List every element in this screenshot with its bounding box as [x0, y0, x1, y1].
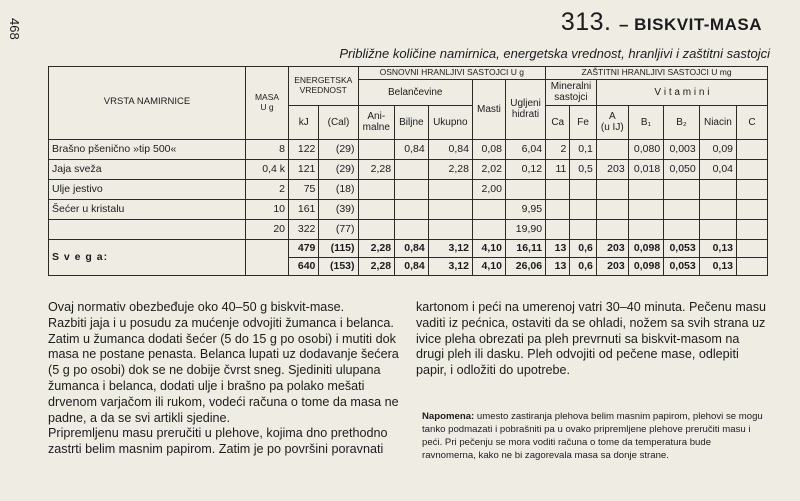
cell — [737, 239, 768, 257]
note — [422, 410, 767, 462]
cell — [395, 159, 429, 179]
cell: 0,018 — [628, 159, 664, 179]
col-biljne: Biljne — [395, 105, 429, 139]
cell — [395, 219, 429, 239]
cell — [596, 199, 628, 219]
cell: 4,10 — [472, 257, 505, 275]
cell — [699, 179, 736, 199]
cell: (39) — [319, 199, 358, 219]
cell — [570, 219, 597, 239]
table-row — [49, 159, 768, 179]
cell: 19,90 — [505, 219, 545, 239]
cell: 26,06 — [505, 257, 545, 275]
cell: 3,12 — [428, 257, 472, 275]
cell — [737, 179, 768, 199]
cell: 122 — [289, 139, 319, 159]
col-vrsta: VRSTA NAMIRNICE — [49, 67, 246, 140]
cell: 0,84 — [395, 239, 429, 257]
cell: 121 — [289, 159, 319, 179]
cell — [428, 179, 472, 199]
row-name: Ulje jestivo — [49, 179, 246, 199]
cell — [664, 199, 700, 219]
cell: 75 — [289, 179, 319, 199]
cell — [358, 199, 395, 219]
col-ca: Ca — [546, 105, 570, 139]
cell — [664, 219, 700, 239]
cell — [737, 199, 768, 219]
cell: (115) — [319, 239, 358, 257]
table-row — [49, 139, 768, 159]
cell: 2,28 — [358, 257, 395, 275]
cell: 640 — [289, 257, 319, 275]
recipe-title: – BISKVIT-MASA — [618, 15, 762, 34]
cell — [472, 199, 505, 219]
cell: 2 — [246, 179, 289, 199]
table-row — [49, 179, 768, 199]
cell: 10 — [246, 199, 289, 219]
cell: 2,28 — [428, 159, 472, 179]
cell: 322 — [289, 219, 319, 239]
cell — [546, 179, 570, 199]
col-kj: kJ — [289, 105, 319, 139]
table-row — [49, 199, 768, 219]
cell — [358, 139, 395, 159]
cell — [737, 159, 768, 179]
cell: 0,080 — [628, 139, 664, 159]
col-ugljeni: Ugljeni hidrati — [505, 79, 545, 139]
paragraph: Ovaj normativ obezbeđuje oko 40–50 g biskvit-mase. — [48, 300, 345, 314]
group-belancevine: Belančevine — [358, 79, 472, 105]
page-number: 468 — [7, 18, 22, 40]
nutrition-table — [48, 66, 768, 276]
cell: 13 — [546, 257, 570, 275]
col-niacin: Niacin — [699, 105, 736, 139]
row-name — [49, 219, 246, 239]
recipe-text-right — [416, 300, 770, 379]
cell: 0,08 — [472, 139, 505, 159]
note-label: Napomena: — [422, 411, 475, 422]
cell: 2,28 — [358, 159, 395, 179]
sum-row — [49, 239, 768, 257]
cell: 3,12 — [428, 239, 472, 257]
cell: 161 — [289, 199, 319, 219]
col-fe: Fe — [570, 105, 597, 139]
paragraph: Pripremljenu masu preručiti u plehove, kojima dno prethodno zastrti belim masnim papirom. Zatim je po površini poravnati — [48, 426, 388, 457]
cell: 2,00 — [472, 179, 505, 199]
cell — [699, 199, 736, 219]
cell: 13 — [546, 239, 570, 257]
cell — [358, 179, 395, 199]
cell — [628, 199, 664, 219]
cell — [628, 219, 664, 239]
cell: 203 — [596, 159, 628, 179]
recipe-number: 313. — [560, 8, 612, 36]
cell — [570, 199, 597, 219]
cell: 11 — [546, 159, 570, 179]
cell: (29) — [319, 159, 358, 179]
cell: 4,10 — [472, 239, 505, 257]
sum-label: S v e g a: — [49, 239, 246, 275]
cell — [358, 219, 395, 239]
cell — [628, 179, 664, 199]
cell: 203 — [596, 257, 628, 275]
row-name: Jaja sveža — [49, 159, 246, 179]
col-masa: MASA U g — [246, 67, 289, 140]
cell: 0,84 — [395, 257, 429, 275]
cell — [596, 139, 628, 159]
cell — [737, 257, 768, 275]
cell: 0,6 — [570, 239, 597, 257]
group-vitamini: V i t a m i n i — [596, 79, 767, 105]
cell — [737, 219, 768, 239]
cell: 0,003 — [664, 139, 700, 159]
cell: 0,12 — [505, 159, 545, 179]
cell: 203 — [596, 239, 628, 257]
cell: 2,02 — [472, 159, 505, 179]
cell: 6,04 — [505, 139, 545, 159]
cell — [546, 219, 570, 239]
cell: 20 — [246, 219, 289, 239]
cell: 0,13 — [699, 257, 736, 275]
cell: (153) — [319, 257, 358, 275]
cell: 0,84 — [428, 139, 472, 159]
cell — [246, 239, 289, 275]
cell — [428, 199, 472, 219]
recipe-heading — [561, 8, 762, 37]
row-name: Šećer u kristalu — [49, 199, 246, 219]
cell — [395, 199, 429, 219]
cell: 0,6 — [570, 257, 597, 275]
cell — [664, 179, 700, 199]
col-animalne: Ani- malne — [358, 105, 395, 139]
cell: 0,053 — [664, 239, 700, 257]
table-row — [49, 219, 768, 239]
group-zastitni: ZAŠTITNI HRANLJIVI SASTOJCI U mg — [546, 67, 768, 80]
cell — [395, 179, 429, 199]
paragraph: kartonom i peći na umerenoj vatri 30–40 minuta. Pečenu masu vaditi iz pećnica, ostaviti da se ohladi, nožem sa svih strana uz ivice pleha obrezati pa pleh prevrnuti sa biskvit-masom na drugi pleh ili dasku. Pleh odvojiti od pečene mase, odlepiti papir, i odložiti do upotrebe. — [416, 300, 767, 378]
cell: (29) — [319, 139, 358, 159]
cell: 16,11 — [505, 239, 545, 257]
col-a: A (u IJ) — [596, 105, 628, 139]
cell: 0,050 — [664, 159, 700, 179]
cell — [570, 179, 597, 199]
cell — [428, 219, 472, 239]
note-text: umesto zastiranja plehova belim masnim papirom, plehovi se mogu tanko podmazati i pobrašniti pa u ovako pripremljene plehove preručiti masu i peći. Pri pečenju se mora voditi računa o tome da temperatura bude ravnomerna, kako ne bi zagorevala masa sa donje strane. — [422, 411, 763, 461]
cell: 2,28 — [358, 239, 395, 257]
cell: 0,098 — [628, 239, 664, 257]
col-masti: Masti — [472, 79, 505, 139]
row-name: Brašno pšenično »tip 500« — [49, 139, 246, 159]
cell: 0,84 — [395, 139, 429, 159]
cell — [546, 199, 570, 219]
table-subtitle: Približne količine namirnica, energetska vrednost, hranljivi i zaštitni sastojci — [339, 46, 770, 61]
cell: 0,4 k — [246, 159, 289, 179]
cell — [699, 219, 736, 239]
cell: 0,053 — [664, 257, 700, 275]
group-osnovni: OSNOVNI HRANLJIVI SASTOJCI U g — [358, 67, 546, 80]
cell: (18) — [319, 179, 358, 199]
col-b2: B₂ — [664, 105, 700, 139]
cell: 0,098 — [628, 257, 664, 275]
recipe-text-left — [48, 300, 408, 458]
cell: 9,95 — [505, 199, 545, 219]
group-mineralni: Mineralni sastojci — [546, 79, 597, 105]
cell: 0,5 — [570, 159, 597, 179]
cell — [505, 179, 545, 199]
cell: 2 — [546, 139, 570, 159]
cell: 0,04 — [699, 159, 736, 179]
paragraph: Razbiti jaja i u posudu za mućenje odvojiti žumanca i belanca. Zatim u žumanca dodati šećer (5 do 15 g po osobi) i mutiti dok masa ne postane penasta. Belanca lupati uz dodavanje šećera (5 g po osobi) dok se ne dobije čvrst sneg. Sjediniti ulupana žumanca i belanca, dodati ulje i brašno pa polako mešati drvenom varjačom ili rukom, vodeći računa o tome da masa ne padne, a da se svi artikli sjedine. — [48, 315, 399, 425]
col-cal: (Cal) — [319, 105, 358, 139]
cell — [737, 139, 768, 159]
col-energ: ENERGETSKA VREDNOST — [289, 67, 359, 106]
cell: 0,09 — [699, 139, 736, 159]
col-b1: B₁ — [628, 105, 664, 139]
cell: 479 — [289, 239, 319, 257]
col-c: C — [737, 105, 768, 139]
cell: 0,1 — [570, 139, 597, 159]
cell: 8 — [246, 139, 289, 159]
cell — [472, 219, 505, 239]
cell: 0,13 — [699, 239, 736, 257]
col-ukupno: Ukupno — [428, 105, 472, 139]
cell: (77) — [319, 219, 358, 239]
cell — [596, 179, 628, 199]
cell — [596, 219, 628, 239]
